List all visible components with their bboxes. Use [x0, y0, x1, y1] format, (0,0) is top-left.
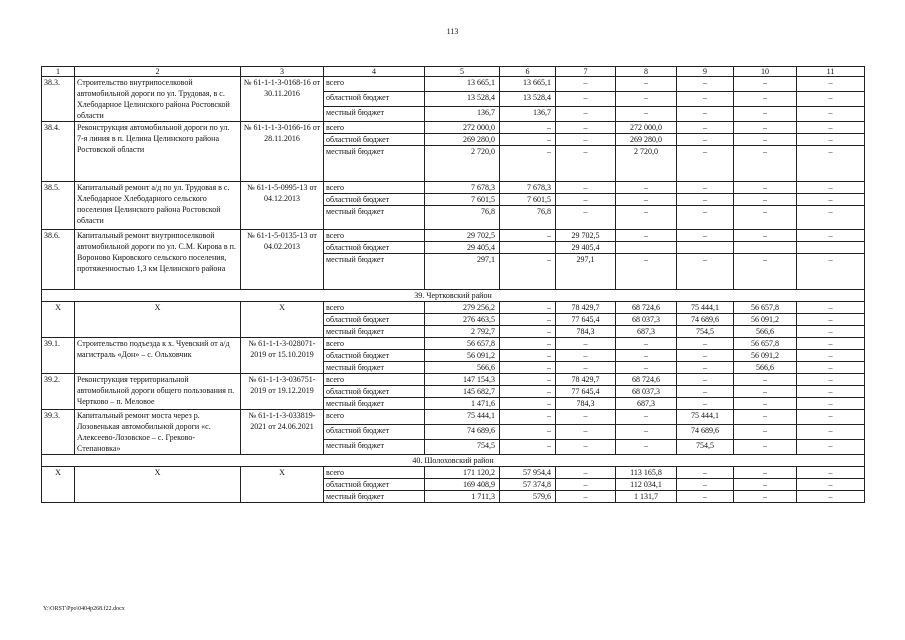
value-cell: – — [500, 326, 556, 338]
value-cell: 269 280,0 — [425, 134, 500, 146]
funding-source-label: местный бюджет — [324, 362, 425, 374]
value-cell: – — [556, 440, 616, 455]
item-number: 39.3. — [42, 410, 75, 455]
value-cell: – — [616, 92, 677, 107]
value-cell: – — [677, 194, 734, 206]
value-cell: 56 657,8 — [734, 302, 797, 314]
value-cell: 68 724,6 — [616, 302, 677, 314]
value-cell: – — [797, 194, 865, 206]
value-cell: – — [556, 146, 616, 182]
funding-source-label: всего — [324, 374, 425, 386]
value-cell: 272 000,0 — [616, 122, 677, 134]
table-row — [42, 230, 865, 242]
funding-source-label: местный бюджет — [324, 398, 425, 410]
col-header: 3 — [241, 67, 324, 77]
value-cell: – — [797, 338, 865, 350]
funding-source-label: областной бюджет — [324, 386, 425, 398]
value-cell: 78 429,7 — [556, 374, 616, 386]
value-cell: – — [734, 398, 797, 410]
value-cell: – — [677, 206, 734, 230]
col-header: 10 — [734, 67, 797, 77]
district-row — [42, 290, 865, 302]
value-cell: 2 720,0 — [616, 146, 677, 182]
district-row — [42, 455, 865, 467]
value-cell: 68 037,3 — [616, 314, 677, 326]
value-cell: – — [616, 362, 677, 374]
expertise-document: № 61-1-1-3-0168-16 от 30.11.2016 — [241, 77, 324, 122]
value-cell: – — [734, 374, 797, 386]
value-cell: 29 702,5 — [425, 230, 500, 242]
value-cell: 13 528,4 — [425, 92, 500, 107]
value-cell: – — [500, 374, 556, 386]
funding-source-label: областной бюджет — [324, 350, 425, 362]
expertise-document: № 61-1-5-0135-13 от 04.02.2013 — [241, 230, 324, 290]
value-cell: – — [556, 425, 616, 440]
project-name: Капитальный ремонт моста через р. Лозовенькая автомобильной дороги «с. Алексеево-Лозовское – с. Греково-Степановка» — [75, 410, 241, 455]
col-header: 9 — [677, 67, 734, 77]
expertise-document: X — [241, 467, 324, 503]
value-cell: 754,5 — [425, 440, 500, 455]
expertise-document: X — [241, 302, 324, 338]
table-row — [42, 77, 865, 92]
value-cell: – — [556, 107, 616, 122]
funding-source-label: местный бюджет — [324, 491, 425, 503]
value-cell: 171 120,2 — [425, 467, 500, 479]
value-cell: – — [797, 479, 865, 491]
col-header: 7 — [556, 67, 616, 77]
value-cell: – — [797, 467, 865, 479]
value-cell: 29 702,5 — [556, 230, 616, 242]
expertise-document: № 61-1-1-3-028071-2019 от 15.10.2019 — [241, 338, 324, 374]
funding-source-label: областной бюджет — [324, 314, 425, 326]
value-cell: – — [677, 254, 734, 290]
value-cell — [797, 242, 865, 254]
value-cell: 566,6 — [734, 362, 797, 374]
project-name: Капитальный ремонт внутрипоселковой автомобильной дороги по ул. С.М. Кирова в п. Вороново Кировского сельского поселения, протяженностью 1,3 км Целинского района — [75, 230, 241, 290]
value-cell: 579,6 — [500, 491, 556, 503]
value-cell: – — [616, 182, 677, 194]
funding-source-label: всего — [324, 302, 425, 314]
value-cell: – — [500, 410, 556, 425]
funding-source-label: местный бюджет — [324, 440, 425, 455]
value-cell: – — [734, 146, 797, 182]
value-cell: 784,3 — [556, 398, 616, 410]
value-cell: – — [677, 182, 734, 194]
value-cell: 56 091,2 — [734, 314, 797, 326]
value-cell: – — [556, 491, 616, 503]
funding-source-label: всего — [324, 122, 425, 134]
expertise-document: № 61-1-5-0995-13 от 04.12.2013 — [241, 182, 324, 230]
value-cell: – — [797, 122, 865, 134]
table-row — [42, 122, 865, 134]
value-cell: 784,3 — [556, 326, 616, 338]
value-cell: – — [677, 107, 734, 122]
project-name: Реконструкция автомобильной дороги по ул. 7-я линия в п. Целина Целинского района Ростовской области — [75, 122, 241, 182]
value-cell: 74 689,6 — [677, 425, 734, 440]
value-cell: 169 408,9 — [425, 479, 500, 491]
value-cell: – — [734, 254, 797, 290]
value-cell: – — [500, 350, 556, 362]
value-cell: – — [500, 230, 556, 242]
value-cell: 77 645,4 — [556, 314, 616, 326]
value-cell: 29 405,4 — [425, 242, 500, 254]
value-cell: – — [797, 302, 865, 314]
value-cell: 75 444,1 — [677, 302, 734, 314]
value-cell: – — [556, 410, 616, 425]
value-cell — [616, 242, 677, 254]
value-cell: – — [616, 254, 677, 290]
item-number: 38.6. — [42, 230, 75, 290]
value-cell: – — [797, 314, 865, 326]
value-cell: – — [500, 425, 556, 440]
value-cell: – — [677, 398, 734, 410]
funding-source-label: местный бюджет — [324, 326, 425, 338]
value-cell: 147 154,3 — [425, 374, 500, 386]
expertise-document: № 61-1-1-3-036751-2019 от 19.12.2019 — [241, 374, 324, 410]
value-cell: 112 034,1 — [616, 479, 677, 491]
value-cell: – — [556, 182, 616, 194]
value-cell: – — [734, 230, 797, 242]
value-cell: – — [734, 134, 797, 146]
value-cell: – — [677, 374, 734, 386]
value-cell: – — [797, 254, 865, 290]
value-cell: 687,3 — [616, 398, 677, 410]
table-row — [42, 374, 865, 386]
funding-source-label: всего — [324, 230, 425, 242]
value-cell: 78 429,7 — [556, 302, 616, 314]
expertise-document: № 61-1-1-3-033819-2021 от 24.06.2021 — [241, 410, 324, 455]
value-cell: – — [500, 122, 556, 134]
value-cell: – — [797, 350, 865, 362]
value-cell: 1 131,7 — [616, 491, 677, 503]
funding-source-label: областной бюджет — [324, 92, 425, 107]
value-cell: 687,3 — [616, 326, 677, 338]
value-cell: – — [556, 122, 616, 134]
value-cell: – — [616, 425, 677, 440]
table-row — [42, 410, 865, 425]
value-cell: – — [797, 425, 865, 440]
value-cell: – — [734, 467, 797, 479]
value-cell: – — [556, 77, 616, 92]
value-cell: 279 256,2 — [425, 302, 500, 314]
value-cell: – — [556, 350, 616, 362]
table-row — [42, 302, 865, 314]
value-cell — [677, 242, 734, 254]
value-cell: 75 444,1 — [677, 410, 734, 425]
value-cell: – — [500, 398, 556, 410]
value-cell: – — [734, 386, 797, 398]
value-cell: 13 665,1 — [425, 77, 500, 92]
value-cell: – — [556, 362, 616, 374]
value-cell: – — [556, 92, 616, 107]
value-cell: – — [677, 491, 734, 503]
value-cell: – — [677, 146, 734, 182]
value-cell: – — [677, 362, 734, 374]
value-cell: 297,1 — [556, 254, 616, 290]
funding-source-label: всего — [324, 467, 425, 479]
table-row — [42, 338, 865, 350]
value-cell: – — [677, 467, 734, 479]
value-cell: – — [797, 386, 865, 398]
value-cell: – — [677, 386, 734, 398]
value-cell: – — [797, 491, 865, 503]
value-cell: – — [500, 314, 556, 326]
value-cell: – — [797, 92, 865, 107]
value-cell: – — [797, 77, 865, 92]
value-cell — [734, 242, 797, 254]
value-cell: – — [734, 491, 797, 503]
item-number: 38.4. — [42, 122, 75, 182]
value-cell: – — [797, 410, 865, 425]
funding-source-label: областной бюджет — [324, 425, 425, 440]
funding-source-label: всего — [324, 410, 425, 425]
project-name: Реконструкция территориальной автомобильной дороги общего пользования п. Чертково – п. Меловое — [75, 374, 241, 410]
value-cell: 29 405,4 — [556, 242, 616, 254]
value-cell: 113 165,8 — [616, 467, 677, 479]
value-cell: – — [734, 194, 797, 206]
value-cell: – — [616, 230, 677, 242]
value-cell: – — [677, 122, 734, 134]
value-cell: – — [616, 194, 677, 206]
value-cell: – — [734, 107, 797, 122]
value-cell: – — [500, 254, 556, 290]
funding-source-label: местный бюджет — [324, 206, 425, 230]
value-cell: – — [677, 479, 734, 491]
item-number: 39.2. — [42, 374, 75, 410]
value-cell: 74 689,6 — [677, 314, 734, 326]
value-cell: 56 657,8 — [425, 338, 500, 350]
value-cell: – — [734, 479, 797, 491]
funding-source-label: местный бюджет — [324, 146, 425, 182]
value-cell: 7 601,5 — [425, 194, 500, 206]
item-number: 39.1. — [42, 338, 75, 374]
value-cell: – — [734, 92, 797, 107]
table-body — [42, 77, 865, 503]
item-number: 38.3. — [42, 77, 75, 122]
value-cell: – — [797, 230, 865, 242]
value-cell: 77 645,4 — [556, 386, 616, 398]
value-cell: 7 601,5 — [500, 194, 556, 206]
table-header — [42, 67, 865, 77]
col-header: 4 — [324, 67, 425, 77]
value-cell: 754,5 — [677, 326, 734, 338]
value-cell: – — [797, 107, 865, 122]
col-header: 5 — [425, 67, 500, 77]
value-cell: – — [734, 410, 797, 425]
value-cell: – — [616, 410, 677, 425]
value-cell: – — [734, 122, 797, 134]
value-cell: 136,7 — [500, 107, 556, 122]
project-name: X — [75, 467, 241, 503]
budget-table — [41, 66, 865, 503]
value-cell: 57 954,4 — [500, 467, 556, 479]
project-name: Капитальный ремонт а/д по ул. Трудовая в с. Хлебодарное Хлебодарного сельского поселения Целинского района Ростовской области — [75, 182, 241, 230]
item-number: X — [42, 467, 75, 503]
value-cell: 68 724,6 — [616, 374, 677, 386]
value-cell: 76,8 — [425, 206, 500, 230]
value-cell: – — [556, 134, 616, 146]
district-title: 39. Чертковский район — [42, 290, 865, 302]
value-cell: 566,6 — [734, 326, 797, 338]
value-cell: – — [797, 206, 865, 230]
value-cell: 56 091,2 — [425, 350, 500, 362]
col-header: 8 — [616, 67, 677, 77]
value-cell: – — [500, 302, 556, 314]
value-cell: – — [734, 182, 797, 194]
value-cell: – — [797, 146, 865, 182]
funding-source-label: всего — [324, 77, 425, 92]
value-cell: 56 657,8 — [734, 338, 797, 350]
value-cell: – — [500, 338, 556, 350]
value-cell: – — [734, 77, 797, 92]
value-cell: – — [500, 134, 556, 146]
item-number: 38.5. — [42, 182, 75, 230]
funding-source-label: всего — [324, 338, 425, 350]
value-cell: 57 374,8 — [500, 479, 556, 491]
value-cell: – — [677, 230, 734, 242]
value-cell: 76,8 — [500, 206, 556, 230]
value-cell: – — [616, 338, 677, 350]
table-row — [42, 182, 865, 194]
value-cell: – — [734, 425, 797, 440]
value-cell: – — [616, 107, 677, 122]
value-cell: 2 792,7 — [425, 326, 500, 338]
funding-source-label: местный бюджет — [324, 254, 425, 290]
value-cell: – — [616, 206, 677, 230]
table-row — [42, 467, 865, 479]
value-cell: – — [677, 338, 734, 350]
page-number: 113 — [446, 27, 459, 36]
value-cell: 74 689,6 — [425, 425, 500, 440]
value-cell: – — [797, 398, 865, 410]
funding-source-label: областной бюджет — [324, 134, 425, 146]
value-cell: 297,1 — [425, 254, 500, 290]
value-cell: – — [616, 350, 677, 362]
value-cell: 1 471,6 — [425, 398, 500, 410]
expertise-document: № 61-1-1-3-0166-16 от 28.11.2016 — [241, 122, 324, 182]
value-cell: 13 528,4 — [500, 92, 556, 107]
col-header: 1 — [42, 67, 75, 77]
col-header: 2 — [75, 67, 241, 77]
value-cell: – — [797, 374, 865, 386]
value-cell: – — [500, 362, 556, 374]
project-name: Строительство подъезда к х. Чуевский от а/д магистраль «Дон» – с. Ольховчик — [75, 338, 241, 374]
value-cell: 136,7 — [425, 107, 500, 122]
value-cell: 13 665,1 — [500, 77, 556, 92]
project-name: Строительство внутрипоселковой автомобильной дороги по ул. Трудовая, в с. Хлебодарное Целинского района Ростовской области — [75, 77, 241, 122]
value-cell: 145 682,7 — [425, 386, 500, 398]
value-cell: – — [677, 92, 734, 107]
value-cell: 7 678,3 — [500, 182, 556, 194]
project-name: X — [75, 302, 241, 338]
value-cell: 7 678,3 — [425, 182, 500, 194]
funding-source-label: всего — [324, 182, 425, 194]
value-cell: – — [797, 326, 865, 338]
value-cell: 68 037,3 — [616, 386, 677, 398]
value-cell: 269 280,0 — [616, 134, 677, 146]
value-cell: 1 711,3 — [425, 491, 500, 503]
value-cell: – — [797, 362, 865, 374]
value-cell: – — [500, 440, 556, 455]
value-cell: – — [556, 479, 616, 491]
value-cell: 276 463,5 — [425, 314, 500, 326]
value-cell — [500, 242, 556, 254]
value-cell: – — [677, 134, 734, 146]
value-cell: 754,5 — [677, 440, 734, 455]
funding-source-label: областной бюджет — [324, 242, 425, 254]
value-cell: – — [797, 134, 865, 146]
value-cell: – — [797, 440, 865, 455]
value-cell: 75 444,1 — [425, 410, 500, 425]
district-title: 40. Шолоховский район — [42, 455, 865, 467]
value-cell: – — [500, 146, 556, 182]
col-header: 6 — [500, 67, 556, 77]
value-cell: – — [500, 386, 556, 398]
value-cell: 272 000,0 — [425, 122, 500, 134]
funding-source-label: областной бюджет — [324, 479, 425, 491]
value-cell: 56 091,2 — [734, 350, 797, 362]
value-cell: 2 720,0 — [425, 146, 500, 182]
col-header: 11 — [797, 67, 865, 77]
funding-source-label: областной бюджет — [324, 194, 425, 206]
value-cell: – — [677, 77, 734, 92]
value-cell: – — [734, 440, 797, 455]
value-cell: – — [556, 206, 616, 230]
value-cell: – — [556, 338, 616, 350]
item-number: X — [42, 302, 75, 338]
value-cell: – — [677, 350, 734, 362]
value-cell: – — [616, 440, 677, 455]
value-cell: – — [797, 182, 865, 194]
funding-source-label: местный бюджет — [324, 107, 425, 122]
file-path-footer: Y:\ORST\Ppo\0404p268.f22.docx — [43, 606, 125, 612]
value-cell: – — [556, 467, 616, 479]
value-cell: – — [734, 206, 797, 230]
value-cell: – — [616, 77, 677, 92]
value-cell: – — [556, 194, 616, 206]
value-cell: 566,6 — [425, 362, 500, 374]
